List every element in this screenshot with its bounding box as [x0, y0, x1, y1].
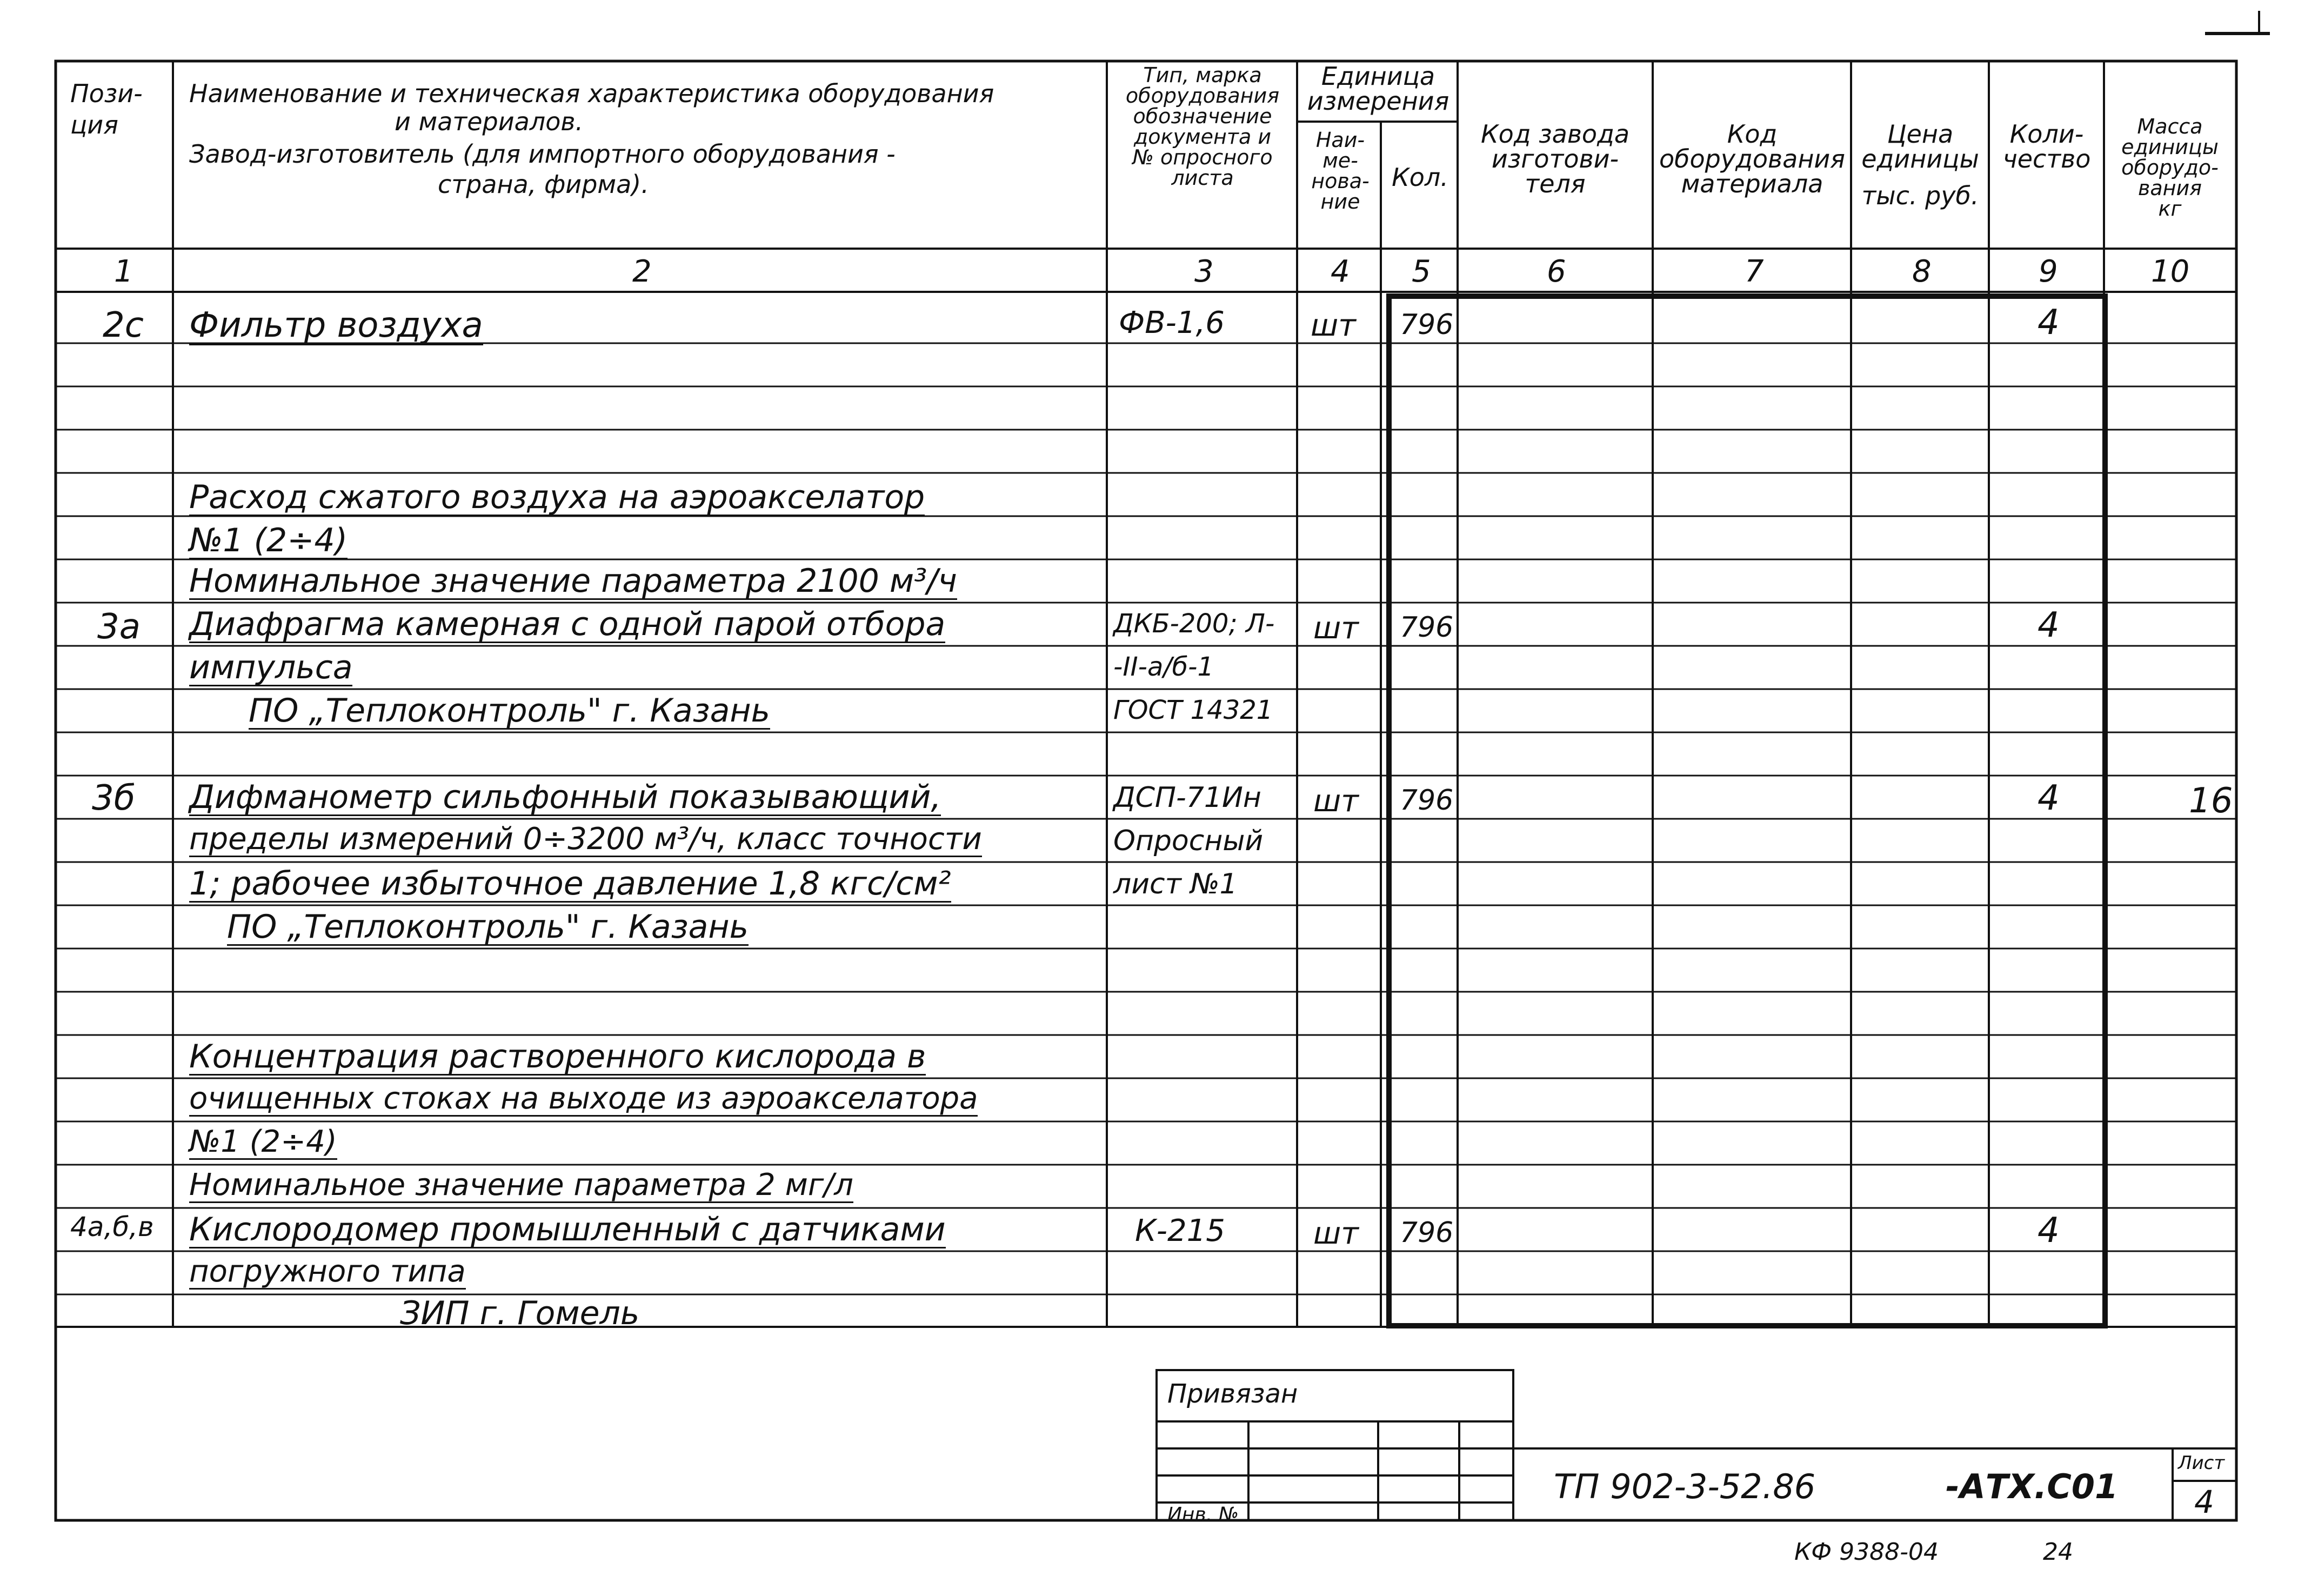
row-type: -II-а/б-1: [1113, 652, 1214, 682]
row-name: ЗИП г. Гомель: [400, 1294, 640, 1332]
colnum-2: 2: [632, 254, 652, 289]
stamp-doc-suffix: -АТХ.С01: [1946, 1467, 2119, 1506]
row-name: пределы измерений 0÷3200 м³/ч, класс точности: [189, 822, 982, 857]
hdr-type: Тип, марка оборудования обозначение документа и № опросного листа: [1125, 63, 1280, 190]
row-qty: 4: [2038, 1211, 2060, 1251]
row-unit: шт: [1311, 308, 1356, 343]
stamp-bound-label: Привязан: [1167, 1379, 1298, 1409]
row-pos: 3б: [92, 778, 136, 818]
row-unit: шт: [1313, 611, 1359, 646]
row-name: Фильтр воздуха: [189, 305, 483, 345]
hdr-name: Наименование и техническая характеристика оборудования и материалов. Завод-изготовитель (для импортного оборудования - страна, фирма).: [189, 79, 994, 199]
row-pos: 4а,б,в: [70, 1211, 154, 1243]
row-mass: 16: [2189, 781, 2233, 821]
row-name: ПО „Теплоконтроль" г. Казань: [249, 692, 770, 730]
row-name: ПО „Теплоконтроль" г. Казань: [227, 908, 749, 946]
colnum-1: 1: [114, 254, 133, 289]
row-name: Дифманометр сильфонный показывающий,: [189, 778, 941, 816]
hdr-factory-code: Код завода изготови- теля: [1480, 119, 1630, 198]
hdr-price: Цена единицы тыс. руб.: [1861, 119, 1979, 210]
colnum-10: 10: [2151, 254, 2190, 289]
colnum-6: 6: [1547, 254, 1566, 289]
row-type: ДКБ-200; Л-: [1113, 609, 1275, 639]
colnum-3: 3: [1194, 254, 1214, 289]
row-name: Номинальное значение параметра 2 мг/л: [189, 1167, 853, 1203]
row-type: ФВ-1,6: [1119, 305, 1225, 340]
row-name: Расход сжатого воздуха на аэроакселатор: [189, 478, 925, 516]
row-code: 796: [1400, 611, 1454, 644]
row-type: ГОСТ 14321: [1113, 695, 1273, 725]
stamp-sheet-label: Лист: [2178, 1452, 2225, 1474]
row-code: 796: [1400, 309, 1454, 341]
colnum-5: 5: [1412, 254, 1431, 289]
stamp-inv-label: Инв. №: [1167, 1504, 1239, 1526]
row-name: Диафрагма камерная с одной парой отбора: [189, 605, 946, 643]
row-name: очищенных стоках на выходе из аэроакселатора: [189, 1081, 978, 1116]
hdr-mass: Масса единицы оборудо- вания кг: [2121, 115, 2219, 221]
row-name: Кислородомер промышленный с датчиками: [189, 1211, 946, 1248]
row-qty: 4: [2038, 605, 2060, 645]
row-name: 1; рабочее избыточное давление 1,8 кгс/см²: [189, 865, 951, 903]
hdr-unit-name: Наи- ме- нова- ние: [1311, 128, 1370, 213]
row-pos: 3а: [97, 607, 141, 647]
row-qty: 4: [2038, 778, 2060, 818]
row-name: Концентрация растворенного кислорода в: [189, 1038, 926, 1076]
footer-archive-code: КФ 9388-04: [1794, 1538, 1939, 1566]
colnum-8: 8: [1912, 254, 1932, 289]
row-name: №1 (2÷4): [189, 1124, 337, 1159]
row-qty: 4: [2038, 303, 2060, 343]
row-type: ДСП-71Ин: [1113, 782, 1261, 814]
row-unit: шт: [1313, 784, 1359, 819]
row-type: К-215: [1135, 1213, 1225, 1248]
stamp-sheet-num: 4: [2194, 1484, 2214, 1520]
row-code: 796: [1400, 1217, 1454, 1249]
colnum-4: 4: [1331, 254, 1350, 289]
row-name: №1 (2÷4): [189, 522, 348, 559]
row-name: погружного типа: [189, 1254, 466, 1289]
hdr-equipment-code: Код оборудования материала: [1659, 119, 1845, 198]
hdr-quantity: Коли- чество: [2002, 119, 2091, 173]
hdr-unit-group: Единица измерения: [1307, 62, 1449, 116]
colnum-9: 9: [2039, 254, 2058, 289]
hdr-position: Пози- ция: [70, 79, 143, 139]
row-name: Номинальное значение параметра 2100 м³/ч: [189, 562, 957, 600]
row-pos: 2с: [103, 305, 144, 345]
footer-page-number: 24: [2043, 1538, 2073, 1566]
stamp-doc-code: ТП 902-3-52.86: [1554, 1467, 1816, 1506]
row-unit: шт: [1313, 1216, 1359, 1251]
row-type: лист №1: [1113, 868, 1238, 900]
colnum-7: 7: [1745, 254, 1764, 289]
row-type: Опросный: [1113, 825, 1264, 857]
hdr-unit-code: Кол.: [1392, 163, 1448, 192]
row-name: импульса: [189, 649, 353, 686]
row-code: 796: [1400, 784, 1454, 817]
